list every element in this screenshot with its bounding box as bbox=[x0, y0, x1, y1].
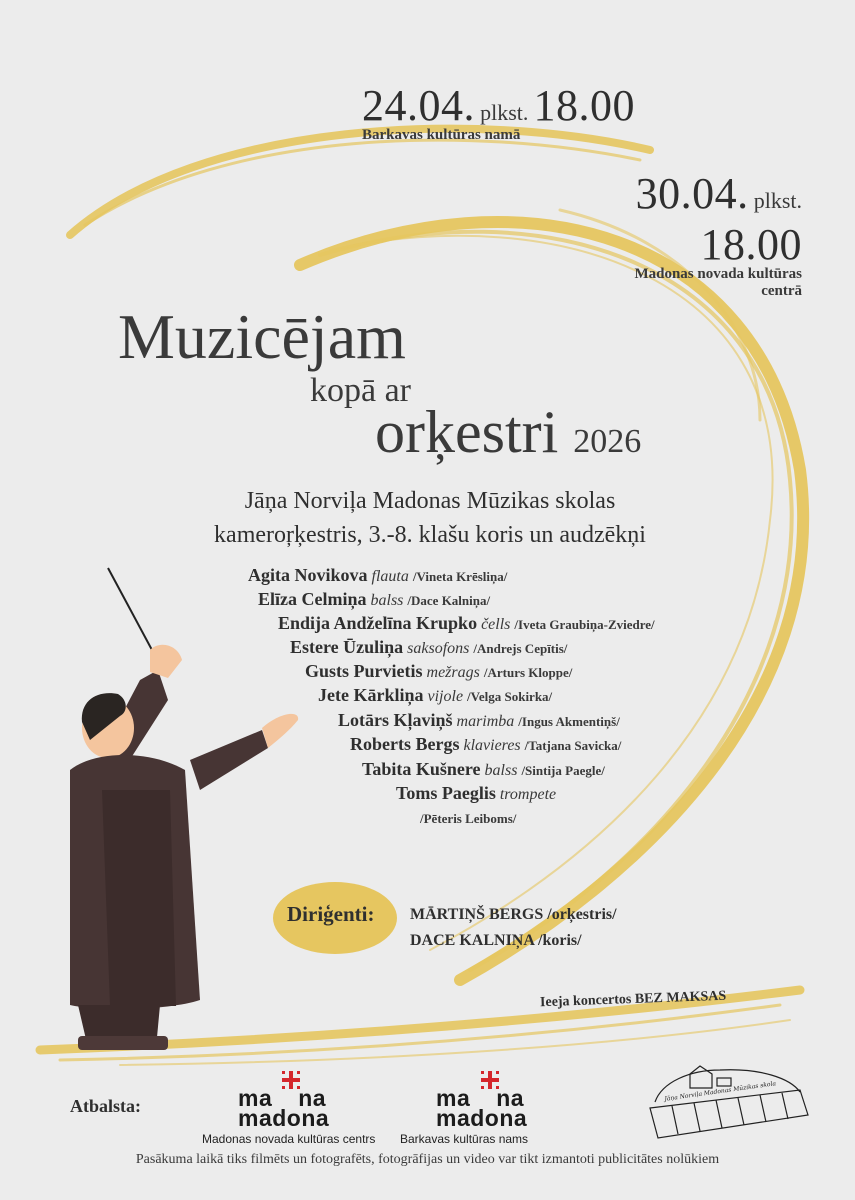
performer-teacher: /Dace Kalniņa/ bbox=[407, 593, 491, 608]
performer-row bbox=[338, 710, 620, 731]
logo-word-part: ma bbox=[436, 1085, 471, 1111]
event-1-time-prefix: plkst. bbox=[480, 100, 529, 125]
event-1-datetime bbox=[362, 80, 635, 131]
performer-row bbox=[248, 565, 507, 586]
subtitle-line-1: Jāņa Norviļa Madonas Mūzikas skolas bbox=[244, 488, 616, 514]
logo-word-part: na bbox=[496, 1085, 525, 1111]
performer-row bbox=[396, 783, 556, 804]
performer-instrument: flauta bbox=[371, 568, 409, 585]
free-entry-note: Ieeja koncertos BEZ MAKSAS bbox=[539, 988, 727, 1011]
performer-row bbox=[278, 613, 655, 634]
performer-row bbox=[305, 661, 572, 682]
title-line-3 bbox=[375, 398, 641, 467]
performer-name: Estere Ūzuliņa bbox=[290, 637, 404, 657]
event-2 bbox=[532, 168, 802, 300]
event-2-venue-line-2: centrā bbox=[761, 283, 802, 299]
performer-teacher: /Arturs Kloppe/ bbox=[483, 665, 573, 680]
performer-name: Jete Kārkliņa bbox=[318, 685, 424, 705]
performer-instrument: balss bbox=[484, 762, 518, 779]
performer-teacher-wrapped bbox=[420, 810, 516, 828]
event-2-venue-line-1: Madonas novada kultūras bbox=[634, 266, 802, 282]
logo-word-bottom: madona bbox=[436, 1105, 528, 1131]
title-year: 2026 bbox=[573, 423, 642, 460]
music-school-logo bbox=[650, 1066, 808, 1138]
performer-row bbox=[362, 759, 605, 780]
conductor-orchestra: MĀRTIŅŠ BERGS /orķestris/ bbox=[410, 906, 617, 923]
subtitle bbox=[150, 484, 710, 552]
event-1 bbox=[362, 80, 635, 144]
madona-culture-centre-logo bbox=[202, 1085, 376, 1146]
logo-caption: Madonas novada kultūras centrs bbox=[202, 1132, 376, 1146]
event-2-time: 18.00 bbox=[700, 220, 802, 269]
performer-instrument: trompete bbox=[499, 786, 557, 803]
logo-word-bottom: madona bbox=[238, 1105, 330, 1131]
logo-caption: Barkavas kultūras nams bbox=[400, 1132, 529, 1146]
performer-instrument: čells bbox=[481, 616, 511, 633]
performer-teacher: /Andrejs Cepītis/ bbox=[473, 641, 568, 656]
conductor-choir: DACE KALNIŅA /koris/ bbox=[410, 932, 582, 949]
support-label: Atbalsta: bbox=[70, 1096, 141, 1116]
music-school-logo-caption: Jāņa Norviļa Madonas Mūzikas skola bbox=[664, 1080, 777, 1103]
performer-instrument: mežrags bbox=[426, 664, 480, 681]
title-line-2: kopā ar bbox=[310, 372, 412, 409]
conductor-figure bbox=[70, 568, 298, 1050]
performer-name: Toms Paeglis bbox=[396, 783, 496, 803]
performer-instrument: saksofons bbox=[407, 640, 470, 657]
performer-row bbox=[350, 734, 621, 755]
performer-teacher: /Pēteris Leiboms/ bbox=[420, 811, 517, 826]
performer-name: Endija Andželīna Krupko bbox=[278, 613, 478, 633]
event-1-venue: Barkavas kultūras namā bbox=[362, 127, 521, 143]
performer-instrument: balss bbox=[370, 592, 404, 609]
performer-row bbox=[290, 637, 567, 658]
performer-name: Lotārs Kļaviņš bbox=[338, 710, 453, 730]
event-1-date: 24.04. bbox=[362, 81, 475, 130]
performer-teacher: /Tatjana Savicka/ bbox=[524, 738, 622, 753]
performer-teacher: /Iveta Graubiņa-Zviedre/ bbox=[514, 617, 655, 632]
performer-instrument: marimba bbox=[456, 713, 515, 730]
performer-name: Gusts Purvietis bbox=[305, 661, 423, 681]
subtitle-line-2: kameroŗķestris, 3.-8. klašu koris un audzēkņi bbox=[214, 522, 646, 548]
performer-name: Agita Novikova bbox=[248, 565, 368, 585]
performer-instrument: klavieres bbox=[463, 737, 521, 754]
title-word-orchestra: orķestri bbox=[375, 399, 559, 465]
performer-row bbox=[258, 589, 490, 610]
logo-word-part: na bbox=[298, 1085, 327, 1111]
performer-teacher: /Vineta Krēsliņa/ bbox=[412, 569, 508, 584]
conductors-label: Diriģenti: bbox=[287, 902, 375, 926]
event-2-date: 30.04. bbox=[635, 169, 749, 218]
performer-teacher: /Ingus Akmentiņš/ bbox=[518, 714, 620, 729]
title-line-1: Muzicējam bbox=[118, 301, 406, 372]
event-1-time: 18.00 bbox=[533, 81, 635, 130]
performer-teacher: /Sintija Paegle/ bbox=[521, 763, 605, 778]
performer-name: Roberts Bergs bbox=[350, 734, 460, 754]
barkava-culture-house-logo bbox=[400, 1085, 529, 1146]
footer-note: Pasākuma laikā tiks filmēts un fotografēts, fotogrāfijas un video var tikt izmantoti publicitātes nolūkiem bbox=[135, 1152, 720, 1167]
performer-instrument: vijole bbox=[427, 688, 464, 705]
performer-row bbox=[318, 685, 552, 706]
performer-name: Elīza Celmiņa bbox=[258, 589, 367, 609]
performer-teacher: /Velga Sokirka/ bbox=[467, 689, 553, 704]
event-2-time-prefix: plkst. bbox=[753, 188, 802, 213]
event-2-datetime bbox=[532, 168, 802, 270]
logo-word-part: ma bbox=[238, 1085, 273, 1111]
performer-name: Tabita Kušnere bbox=[362, 759, 481, 779]
